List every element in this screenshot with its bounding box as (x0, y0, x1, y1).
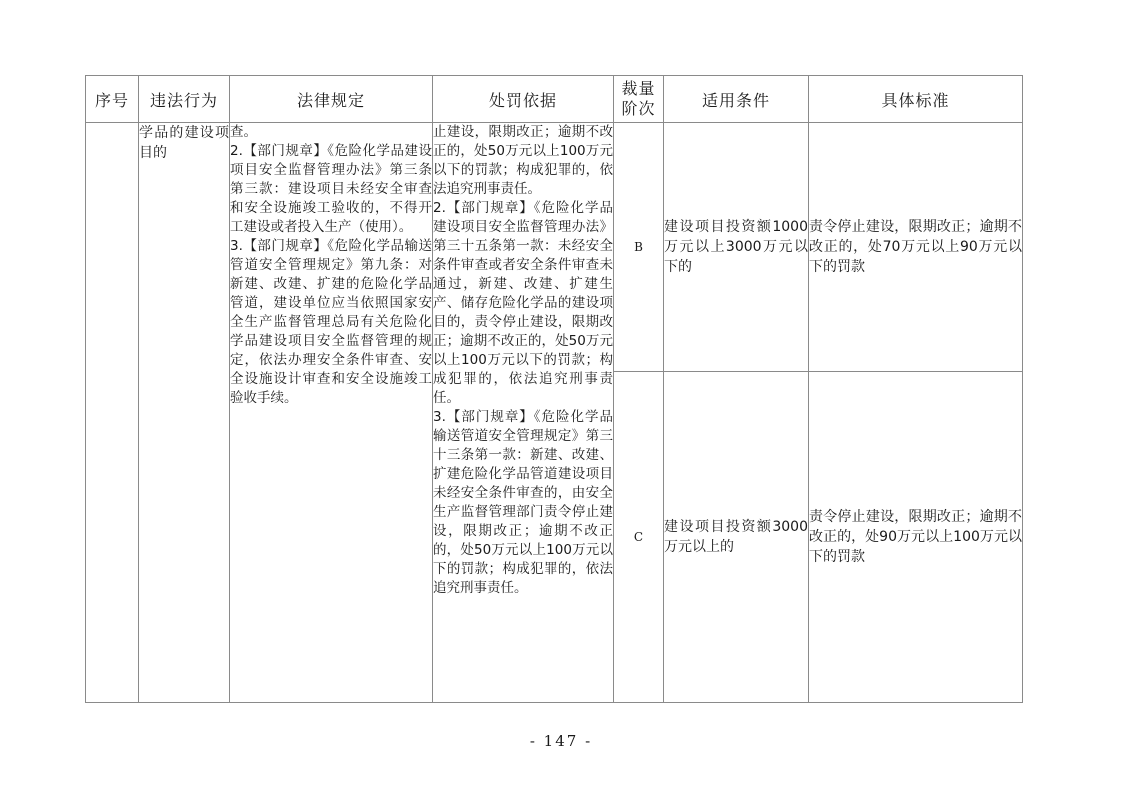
header-law: 法律规定 (230, 76, 433, 123)
penalty-standard-table (85, 75, 1023, 703)
table-header-row (86, 76, 1023, 123)
cell-level-c: C (614, 372, 664, 703)
header-basis: 处罚依据 (433, 76, 614, 123)
cell-condition-c: 建设项目投资额3000万元以上的 (664, 372, 809, 703)
cell-level-b: B (614, 123, 664, 372)
cell-standard-b: 责令停止建设，限期改正；逾期不改正的，处70万元以上90万元以下的罚款 (809, 123, 1023, 372)
cell-condition-b: 建设项目投资额1000万元以上3000万元以下的 (664, 123, 809, 372)
cell-seq (86, 123, 139, 703)
cell-standard-c: 责令停止建设，限期改正；逾期不改正的，处90万元以上100万元以下的罚款 (809, 372, 1023, 703)
cell-behavior: 学品的建设项目的 (139, 123, 230, 703)
cell-basis: 止建设，限期改正；逾期不改正的，处50万元以上100万元以下的罚款；构成犯罪的，依法追究刑事责任。 2.【部门规章】《危险化学品建设项目安全监督管理办法》第三十五条第一款：未经安全条件审查或者安全条件审查未通过，新建、改建、扩建生产、储存危险化学品的建设项目的，责令停止建设，限期改正；逾期不改正的，处50万元以上100万元以下的罚款；构成犯罪的，依法追究刑事责任。 3.【部门规章】《危险化学品输送管道安全管理规定》第三十三条第一款：新建、改建、扩建危险化学品管道建设项目未经安全条件审查的，由安全生产监督管理部门责令停止建设，限期改正；逾期不改正的，处50万元以上100万元以下的罚款；构成犯罪的，依法追究刑事责任。 (433, 123, 614, 703)
header-level: 裁量阶次 (614, 76, 664, 123)
header-seq: 序号 (86, 76, 139, 123)
page-number: - 147 - (529, 732, 593, 750)
header-standard: 具体标准 (809, 76, 1023, 123)
table-row (86, 123, 1023, 372)
cell-law: 查。 2.【部门规章】《危险化学品建设项目安全监督管理办法》第三条第三款：建设项目未经安全审查和安全设施竣工验收的，不得开工建设或者投入生产（使用）。 3.【部门规章】《危险化学品输送管道安全管理规定》第九条：对新建、改建、扩建的危险化学品管道，建设单位应当依照国家安全生产监督管理总局有关危险化学品建设项目安全监督管理的规定，依法办理安全条件审查、安全设施设计审查和安全设施竣工验收手续。 (230, 123, 433, 703)
header-behavior: 违法行为 (139, 76, 230, 123)
header-condition: 适用条件 (664, 76, 809, 123)
